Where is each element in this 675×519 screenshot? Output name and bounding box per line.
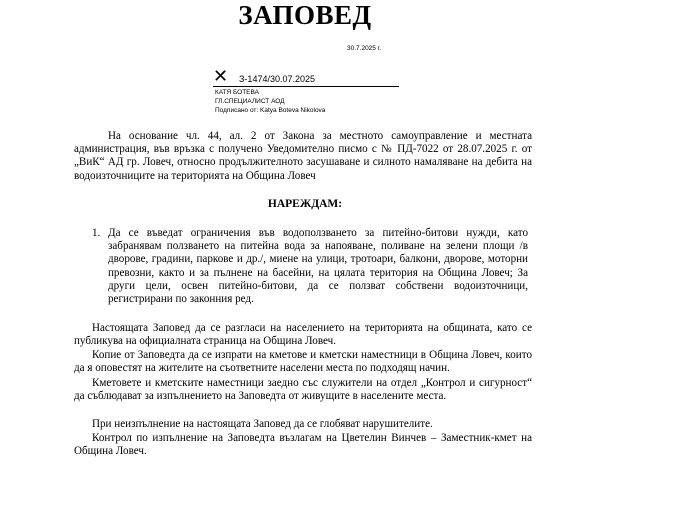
paragraph-fines: При неизпълнение на настоящата Заповед да се глобяват нарушителите.	[92, 418, 433, 430]
list-item-number: 1.	[92, 227, 101, 239]
intro-paragraph: На основание чл. 44, ал. 2 от Закона за местното самоуправление и местната администрация, във връзка с получено Уведомително писмо с № ПД-7022 от 28.07.2025 г. от „ВиК“ АД гр. Ловеч, относно продължителното засушаване и силното намаляване на дебита на водоизточниците на територията на Община Ловеч	[74, 130, 532, 182]
paragraph-control: Контрол по изпълнение на Заповедта възлагам на Цветелин Винчев – Заместник-кмет на Община Ловеч.	[74, 432, 532, 458]
paragraph-copies: Копие от Заповедта да се изпрати на кметове и кметски наместници в Община Ловеч, които да я оповестят на жителите на съответните населени места по подходящ начин.	[74, 349, 532, 375]
list-item-text: Да се въведат ограничения във водоползването за питейно-битови нужди, като забранявам ползването на питейна вода за напояване, поливане на зелени площи /в дворове, градини, паркове и др./, миене на улици, тротоари, балкони, дворове, моторни превозни, както и за пълнене на басейни, на цялата територия на Община Ловеч; За други цели, освен питейно-битови, да се ползват собствени водоизточници, регистрирани по законния ред.	[108, 227, 528, 306]
document-date: 30.7.2025 г.	[347, 45, 382, 52]
signed-by: Подписано от: Katya Boteva Nikolova	[215, 107, 326, 114]
registration-number: З-1474/30.07.2025	[239, 74, 315, 84]
signer-position: ГЛ.СПЕЦИАЛИСТ АОД	[215, 98, 285, 105]
order-heading: НАРЕЖДАМ:	[267, 198, 343, 210]
document-title: ЗАПОВЕД	[238, 0, 372, 30]
paragraph-mayors: Кметовете и кметските наместници заедно със служители на отдел „Контрол и сигурност“ да съблюдават за изпълнението на Заповедта от живущите в населените места.	[74, 377, 532, 403]
signer-name: КАТЯ БОТЕВА	[215, 89, 259, 96]
paragraph-publication: Настоящата Заповед да се разгласи на населението на територията на общината, като се публикува на официалната страница на Община Ловеч.	[74, 322, 532, 348]
signature-line	[213, 86, 399, 87]
signature-mark-icon: ✕	[213, 66, 229, 87]
